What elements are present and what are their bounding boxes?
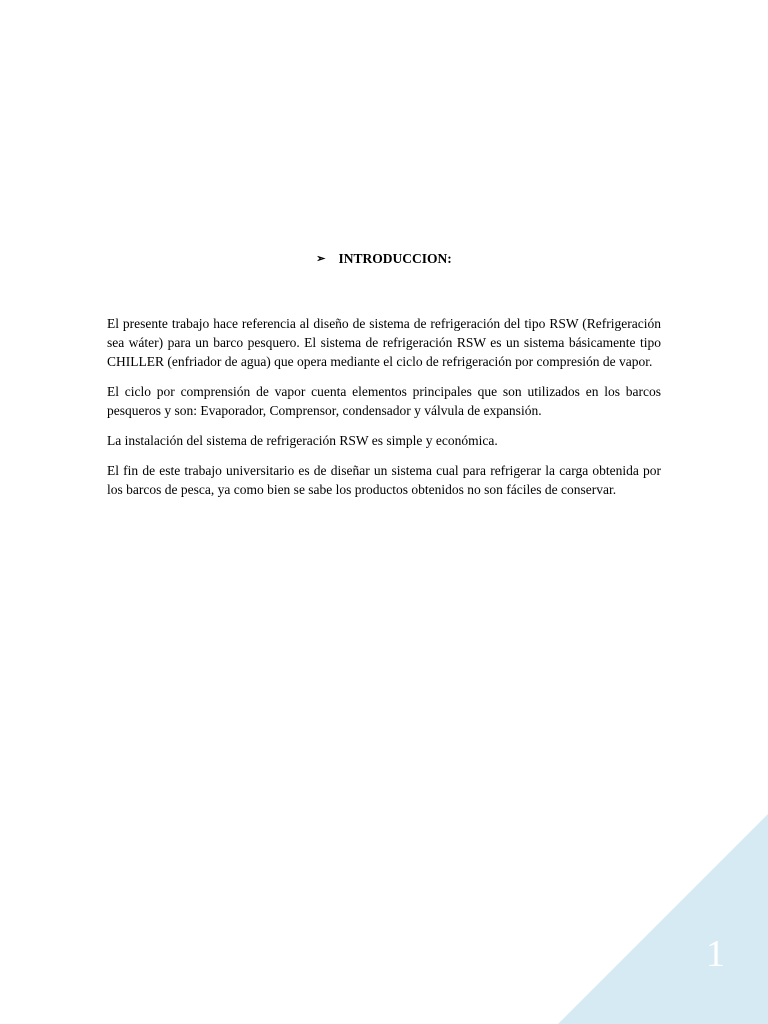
paragraph-2: El ciclo por comprensión de vapor cuenta elementos principales que son utilizados en los barcos pesqueros y son: Evaporador, Comprensor, condensador y válvula de expansión. [107,384,661,418]
corner-triangle-shape [558,814,768,1024]
section-heading [0,250,768,269]
corner-triangle-decoration [558,814,768,1024]
paragraph-4: El fin de este trabajo universitario es de diseñar un sistema cual para refrigerar la carga obtenida por los barcos de pesca, ya como bien se sabe los productos obtenidos no son fáciles de conservar. [107,463,661,497]
page-number: 1 [706,933,725,975]
paragraph-1: El presente trabajo hace referencia al diseño de sistema de refrigeración del tipo RSW (Refrigeración sea wáter) para un barco pesquero. El sistema de refrigeración RSW es un sistema básicamente tipo CHILLER (enfriador de agua) que opera mediante el ciclo de refrigeración por compresión de vapor. [107,316,661,369]
arrow-bullet-icon: ➢ [316,253,326,265]
heading-text: INTRODUCCION: [338,251,452,266]
body-text [107,314,661,510]
paragraph-3: La instalación del sistema de refrigeración RSW es simple y económica. [107,433,498,448]
